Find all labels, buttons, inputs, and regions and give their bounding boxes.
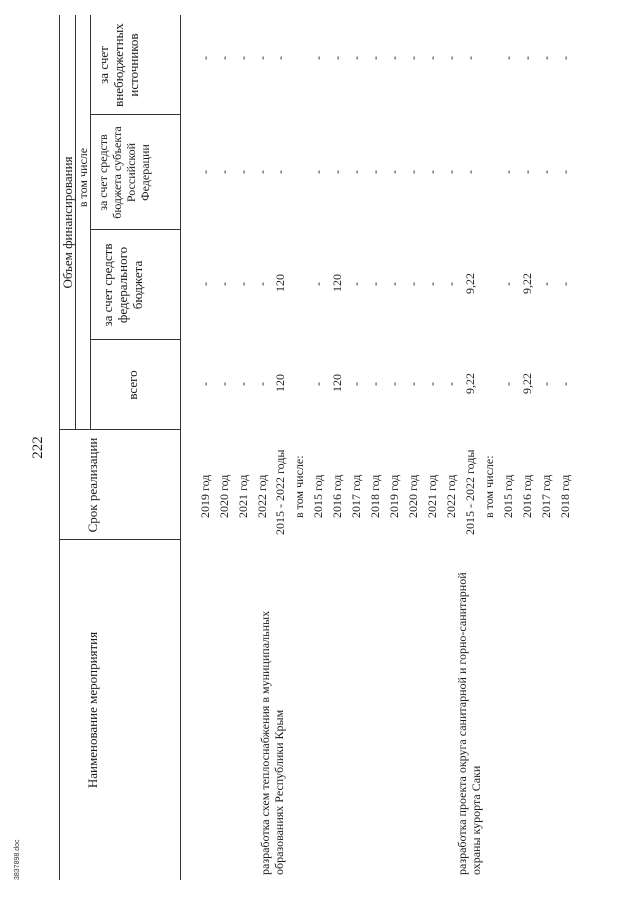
federal-cell: - <box>198 282 212 286</box>
period-cell: 2015 - 2022 годы <box>463 449 477 535</box>
extra-cell: - <box>236 56 250 60</box>
header-bottom-line <box>180 15 181 880</box>
subject-cell: - <box>463 170 477 174</box>
total-cell: - <box>217 382 231 386</box>
total-cell: - <box>425 382 439 386</box>
subject-cell: - <box>387 170 401 174</box>
subject-cell: - <box>236 170 250 174</box>
period-cell: 2020 год <box>406 474 420 518</box>
total-cell: - <box>236 382 250 386</box>
extra-cell: - <box>255 56 269 60</box>
extra-cell: - <box>368 56 382 60</box>
federal-cell: 9,22 <box>520 273 534 294</box>
header-federal: за счет средств федерального бюджета <box>100 243 145 327</box>
period-cell: 2021 год <box>236 474 250 518</box>
period-cell: 2022 год <box>444 474 458 518</box>
extra-cell: - <box>273 56 287 60</box>
period-cell: 2017 год <box>539 474 553 518</box>
subject-cell: - <box>368 170 382 174</box>
federal-cell: - <box>406 282 420 286</box>
extra-cell: - <box>444 56 458 60</box>
subject-cell: - <box>311 170 325 174</box>
header-subject: за счет средств бюджета субъекта Российской Федерации <box>96 126 152 219</box>
header-including: в том числе <box>76 147 90 208</box>
header-period: Срок реализации <box>85 437 100 533</box>
total-cell: - <box>198 382 212 386</box>
federal-cell: - <box>255 282 269 286</box>
period-cell: 2015 год <box>311 474 325 518</box>
period-cell: 2022 год <box>255 474 269 518</box>
federal-cell: - <box>311 282 325 286</box>
federal-cell: - <box>558 282 572 286</box>
subject-cell: - <box>558 170 572 174</box>
federal-cell: 120 <box>330 274 344 292</box>
period-cell: 2020 год <box>217 474 231 518</box>
subject-cell: - <box>520 170 534 174</box>
extra-cell: - <box>463 56 477 60</box>
name-col-right <box>59 539 180 540</box>
extra-cell: - <box>425 56 439 60</box>
total-cell: - <box>349 382 363 386</box>
header-name: Наименование мероприятия <box>85 631 100 789</box>
period-cell: 2017 год <box>349 474 363 518</box>
period-cell: 2021 год <box>425 474 439 518</box>
subject-cell: - <box>501 170 515 174</box>
subject-cell: - <box>273 170 287 174</box>
extra-cell: - <box>520 56 534 60</box>
subject-cell: - <box>330 170 344 174</box>
page-number: 222 <box>30 436 46 459</box>
extra-cell: - <box>406 56 420 60</box>
federal-cell: - <box>217 282 231 286</box>
rotated-page <box>30 15 590 880</box>
federal-cell: - <box>368 282 382 286</box>
extra-cell: - <box>198 56 212 60</box>
extra-cell: - <box>349 56 363 60</box>
federal-cell: - <box>539 282 553 286</box>
extra-cell: - <box>501 56 515 60</box>
period-col-right <box>59 429 180 430</box>
total-cell: 120 <box>330 374 344 392</box>
extra-cell: - <box>387 56 401 60</box>
extra-cell: - <box>330 56 344 60</box>
period-cell: в том числе: <box>482 455 496 518</box>
subject-cell: - <box>444 170 458 174</box>
measure-name: разработка схем теплоснабжения в муниципальных образованиях Республики Крым <box>258 610 286 875</box>
including-sub-line <box>90 15 91 430</box>
total-cell: - <box>311 382 325 386</box>
period-cell: 2019 год <box>387 474 401 518</box>
total-cell: 9,22 <box>520 373 534 394</box>
period-cell: в том числе: <box>292 455 306 518</box>
period-cell: 2019 год <box>198 474 212 518</box>
subject-cell: - <box>425 170 439 174</box>
federal-cell: - <box>425 282 439 286</box>
subject-cell: - <box>217 170 231 174</box>
total-cell: - <box>558 382 572 386</box>
subject-col-right <box>90 114 180 115</box>
subject-cell: - <box>255 170 269 174</box>
header-total: всего <box>125 370 140 400</box>
total-cell: - <box>444 382 458 386</box>
total-cell: - <box>387 382 401 386</box>
total-cell: 120 <box>273 374 287 392</box>
total-cell: - <box>406 382 420 386</box>
subject-cell: - <box>406 170 420 174</box>
header-financing: Объем финансирования <box>60 156 75 289</box>
total-cell: - <box>501 382 515 386</box>
federal-cell: - <box>236 282 250 286</box>
subject-cell: - <box>539 170 553 174</box>
period-cell: 2016 год <box>330 474 344 518</box>
total-cell: - <box>539 382 553 386</box>
header-extra: за счет внебюджетных источников <box>96 23 141 107</box>
federal-cell: - <box>501 282 515 286</box>
federal-cell: - <box>387 282 401 286</box>
period-cell: 2018 год <box>558 474 572 518</box>
extra-cell: - <box>539 56 553 60</box>
extra-cell: - <box>558 56 572 60</box>
federal-cell: - <box>349 282 363 286</box>
subject-cell: - <box>349 170 363 174</box>
total-cell: 9,22 <box>463 373 477 394</box>
extra-cell: - <box>311 56 325 60</box>
period-cell: 2015 - 2022 годы <box>273 449 287 535</box>
file-name-footer: 3837898.doc <box>14 839 21 880</box>
federal-cell: 120 <box>273 274 287 292</box>
federal-cell: - <box>444 282 458 286</box>
federal-col-right <box>90 229 180 230</box>
total-cell: - <box>368 382 382 386</box>
total-cell: - <box>255 382 269 386</box>
extra-cell: - <box>217 56 231 60</box>
period-cell: 2015 год <box>501 474 515 518</box>
period-cell: 2016 год <box>520 474 534 518</box>
period-cell: 2018 год <box>368 474 382 518</box>
subject-cell: - <box>198 170 212 174</box>
measure-name: разработка проекта округа санитарной и горно-санитарной охраны курорта Саки <box>455 572 483 875</box>
federal-cell: 9,22 <box>463 273 477 294</box>
